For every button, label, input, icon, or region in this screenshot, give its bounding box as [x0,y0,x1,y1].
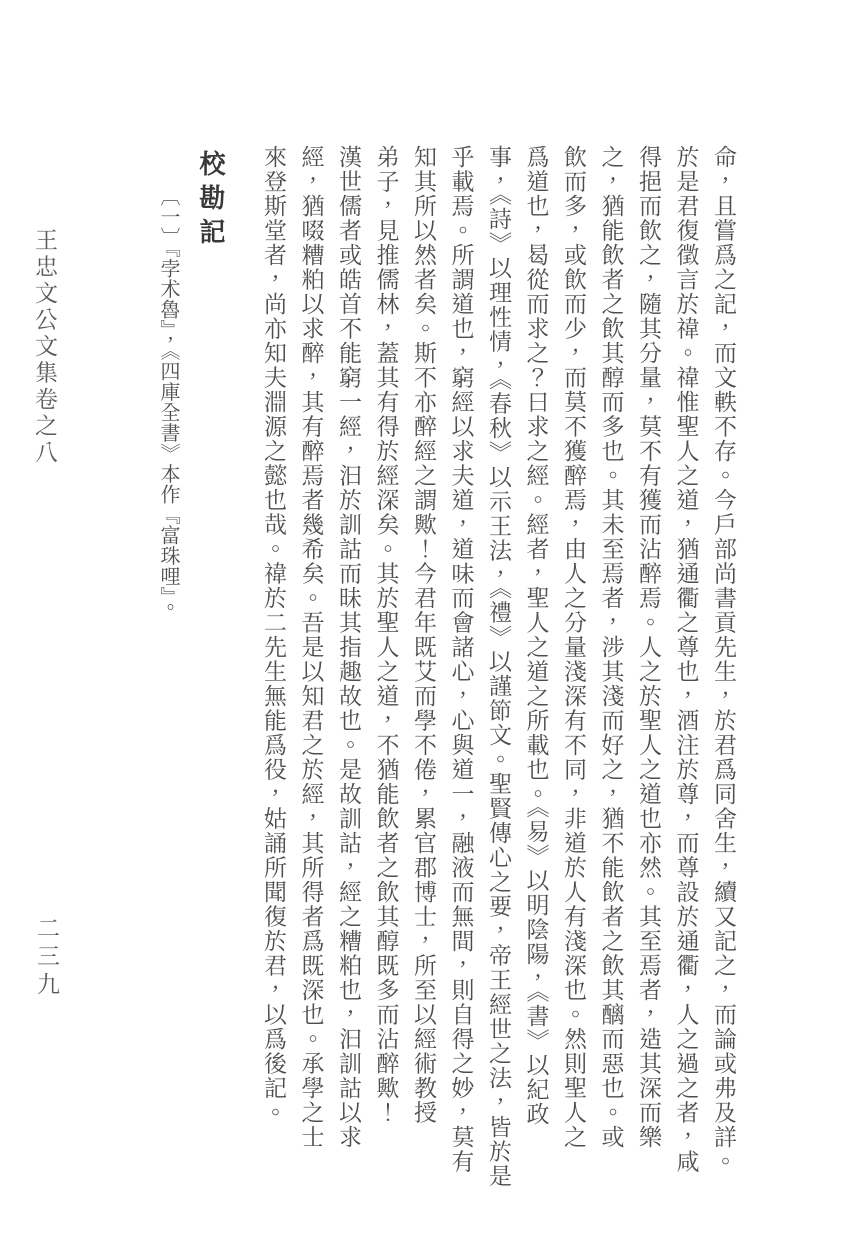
collation-header: 校勘記 [195,150,225,252]
collation-section [151,150,233,1150]
text-column: 於是君復徵言於禕。禕惟聖人之道，猶通衢之尊也，酒注於尊，而尊設於通衢，人之過之者，咸 [672,145,699,1174]
text-column: 經，猶啜糟粕以求醉，其有醉焉者幾希矣。吾是以知君之於經，其所得者爲既深也。承學之士 [297,145,324,1150]
main-text-block [254,145,742,1240]
text-column: 飲而多，或飲而少，而莫不獲醉焉，由人之分量淺深有不同，非道於人有淺深也。然則聖人之 [560,145,586,1150]
text-column: 乎載焉。所謂道也，窮經以求夫道，道味而會諸心，心與道一，融液而無間，則自得之妙，莫有 [447,145,474,1174]
collation-note: 〔一〕『孛术魯』，《四庫全書》本作『富珠哩』。 [157,186,181,618]
text-column: 命，且嘗爲之記，而文軼不存。今戶部尚書貢先生，於君爲同舍生，續又記之，而論或弗及詳。 [710,145,736,1174]
text-column: 得挹而飲之，隨其分量，莫不有獲而沾醉焉。人之於聖人之道也亦然。其至焉者，造其深而樂 [635,145,661,1150]
text-column: 弟子，見推儒林，蓋其有得於經深矣。其於聖人之道，不猶能飲者之飲其醇既多而沾醉歟！ [372,145,399,1125]
page-number: 二三九 [33,916,59,1000]
text-column: 來登斯堂者，尚亦知夫淵源之懿也哉。禕於二先生無能爲役，姑誦所聞復於君，以爲後記。 [260,145,286,1125]
text-column: 爲道也，曷從而求之？曰求之經。經者，聖人之道之所載也。《易》以明陰陽，《書》以紀政 [522,145,549,1127]
text-column: 漢世儒者或皓首不能窮一經，汩於訓詁而昧其指趣故也。是故訓詁，經之糟粕也，汩訓詁以求 [335,145,361,1150]
text-column: 事，《詩》以理性情，《春秋》以示王法，《禮》以謹節文。聖賢傳心之要，帝王經世之法，皆於是 [485,145,511,1189]
text-column: 之，猶能飲者之飲其醇而多也。其未至焉者，涉其淺而好之，猶不能飲者之飲其醨而惡也。或 [597,145,624,1150]
text-column: 知其所以然者矣。斯不亦醉經之謂歟！今君年既艾而學不倦，累官郡博士，所至以經術教授 [410,145,436,1125]
book-title: 王忠文公文集卷之八 [31,228,57,467]
